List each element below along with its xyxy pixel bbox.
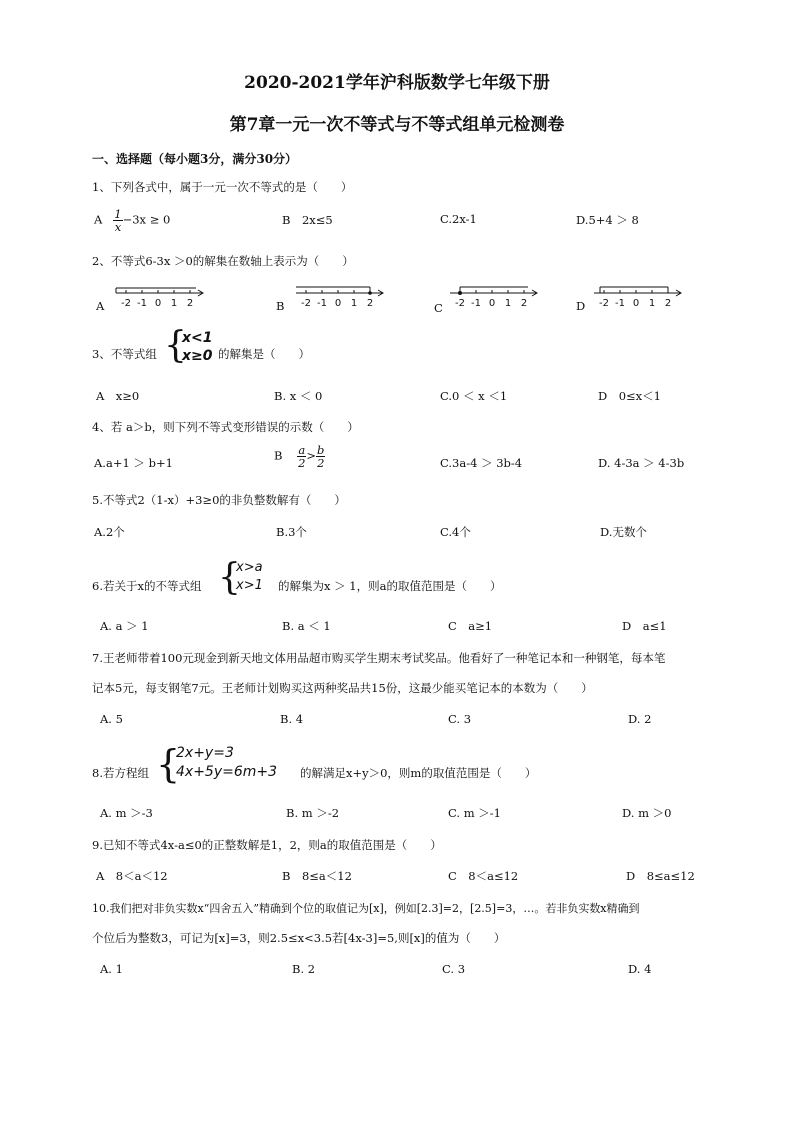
number-line-c (446, 283, 546, 311)
question-6-prefix: 6.若关于x的不等式组 (92, 579, 202, 593)
q2-option-c-label: C (434, 301, 443, 315)
tick-label: -1 (471, 298, 481, 309)
system-brace: { (156, 742, 181, 786)
q7-option-a: A. 5 (100, 712, 123, 726)
question-6-suffix: 的解集为x ＞ 1，则a的取值范围是（ ） (278, 579, 502, 593)
q2-option-a-label: A (96, 299, 105, 313)
system-brace: { (218, 557, 241, 598)
question-8-prefix: 8.若方程组 (92, 766, 149, 780)
number-line-d (590, 283, 690, 311)
q5-option-b: B.3个 (276, 525, 307, 539)
q5-option-a: A.2个 (94, 525, 125, 539)
q2-option-d-label: D (576, 299, 586, 313)
section-heading: 一、选择题（每小题3分，满分30分） (92, 152, 298, 166)
question-9: 9.已知不等式4x-a≤0的正整数解是1，2，则a的取值范围是（ ） (92, 838, 442, 852)
system-equation-1: 2x+y=3 (176, 745, 234, 761)
q1-option-a: A $\frac{1}{x}$ −3x ≥ 0 (94, 207, 171, 235)
system-equation-1: x>a (236, 560, 263, 575)
tick-label: -1 (317, 298, 327, 309)
q4-option-b: B $\frac{a}{2}$ > $\frac{b}{2}$ (274, 443, 325, 471)
tick-label: 0 (488, 298, 496, 309)
question-10-line-2: 个位后为整数3，可记为[x]=3，则2.5≤x<3.5若[4x-3]=5,则[x]的值为（ ） (92, 931, 506, 945)
tick-label: 2 (186, 298, 194, 309)
q7-option-d: D. 2 (628, 712, 652, 726)
q1-option-d: D.5+4 ＞ 8 (576, 213, 639, 227)
q3-option-c: C.0 ＜ x ＜1 (440, 389, 508, 403)
tick-label: 2 (366, 298, 374, 309)
q9-option-c: C 8＜a≤12 (448, 869, 519, 883)
tick-label: 0 (632, 298, 640, 309)
question-5: 5.不等式2（1-x）+3≥0的非负整数解有（ ） (92, 493, 346, 507)
q9-option-b: B 8≤a＜12 (282, 869, 352, 883)
q9-option-d: D 8≤a≤12 (626, 869, 695, 883)
q6-option-b: B. a ＜ 1 (282, 619, 331, 633)
system-equation-2: 4x+5y=6m+3 (176, 764, 278, 780)
system-equation-1: x<1 (182, 330, 213, 346)
tick-label: -2 (121, 298, 131, 309)
tick-label: 1 (350, 298, 358, 309)
q10-option-d: D. 4 (628, 962, 652, 976)
tick-label: 1 (648, 298, 656, 309)
q1-option-b: B 2x≤5 (282, 213, 333, 227)
q1-option-c: C.2x-1 (440, 212, 477, 226)
q8-option-b: B. m ＞-2 (286, 806, 340, 820)
question-4: 4、若 a＞b，则下列不等式变形错误的示数（ ） (92, 420, 359, 434)
tick-label: -2 (599, 298, 609, 309)
q3-option-d: D 0≤x＜1 (598, 389, 661, 403)
q5-option-d: D.无数个 (600, 525, 647, 539)
q8-option-c: C. m ＞-1 (448, 806, 501, 820)
number-line-a (112, 283, 212, 311)
question-2: 2、不等式6-3x ＞0的解集在数轴上表示为（ ） (92, 254, 354, 268)
question-10-line-1: 10.我们把对非负实数x“四舍五入”精确到个位的取值记为[x]，例如[2.3]=2，[2.5]=3，…。若非负实数x精确到 (92, 902, 640, 915)
tick-label: -2 (301, 298, 311, 309)
tick-label: 2 (520, 298, 528, 309)
tick-label: 1 (170, 298, 178, 309)
tick-label: 1 (504, 298, 512, 309)
q2-option-b-label: B (276, 299, 285, 313)
fraction: $\frac{b}{2}$ (317, 443, 325, 471)
question-3-prefix: 3、不等式组 (92, 347, 157, 361)
question-1: 1、下列各式中，属于一元一次不等式的是（ ） (92, 180, 353, 194)
tick-label: -1 (137, 298, 147, 309)
q10-option-c: C. 3 (442, 962, 466, 976)
q3-option-a: A x≥0 (96, 389, 140, 403)
tick-label: 2 (664, 298, 672, 309)
question-7-line-1: 7.王老师带着100元现金到新天地文体用品超市购买学生期末考试奖品。他看好了一种笔记本和一种钢笔，每本笔 (92, 651, 666, 665)
number-line-b (292, 283, 392, 311)
tick-label: 0 (334, 298, 342, 309)
q8-option-a: A. m ＞-3 (100, 806, 153, 820)
q5-option-c: C.4个 (440, 525, 471, 539)
q7-option-c: C. 3 (448, 712, 472, 726)
q10-option-a: A. 1 (100, 962, 123, 976)
system-brace: { (164, 325, 187, 366)
q6-option-a: A. a ＞ 1 (100, 619, 149, 633)
q3-option-b: B. x ＜ 0 (274, 389, 323, 403)
q4-option-d: D. 4-3a ＞ 4-3b (598, 456, 685, 470)
tick-label: -1 (615, 298, 625, 309)
q6-option-d: D a≤1 (622, 619, 667, 633)
q8-option-d: D. m ＞0 (622, 806, 672, 820)
q6-option-c: C a≥1 (448, 619, 493, 633)
fraction: $\frac{a}{2}$ (298, 443, 306, 471)
system-equation-2: x>1 (236, 578, 263, 593)
question-3-suffix: 的解集是（ ） (218, 347, 310, 361)
fraction: $\frac{1}{x}$ (114, 207, 122, 235)
q9-option-a: A 8＜a＜12 (96, 869, 168, 883)
question-8-suffix: 的解满足x+y＞0，则m的取值范围是（ ） (300, 766, 537, 780)
tick-label: -2 (455, 298, 465, 309)
document-title: 2020-2021学年沪科版数学七年级下册 (244, 73, 550, 93)
system-equation-2: x≥0 (182, 348, 213, 364)
tick-label: 0 (154, 298, 162, 309)
question-7-line-2: 记本5元，每支钢笔7元。王老师计划购买这两种奖品共15份，这最少能买笔记本的本数为（ ） (92, 681, 593, 695)
document-subtitle: 第7章一元一次不等式与不等式组单元检测卷 (229, 115, 565, 135)
q10-option-b: B. 2 (292, 962, 316, 976)
q4-option-a: A.a+1 ＞ b+1 (94, 456, 173, 470)
q4-option-c: C.3a-4 ＞ 3b-4 (440, 456, 523, 470)
q7-option-b: B. 4 (280, 712, 304, 726)
